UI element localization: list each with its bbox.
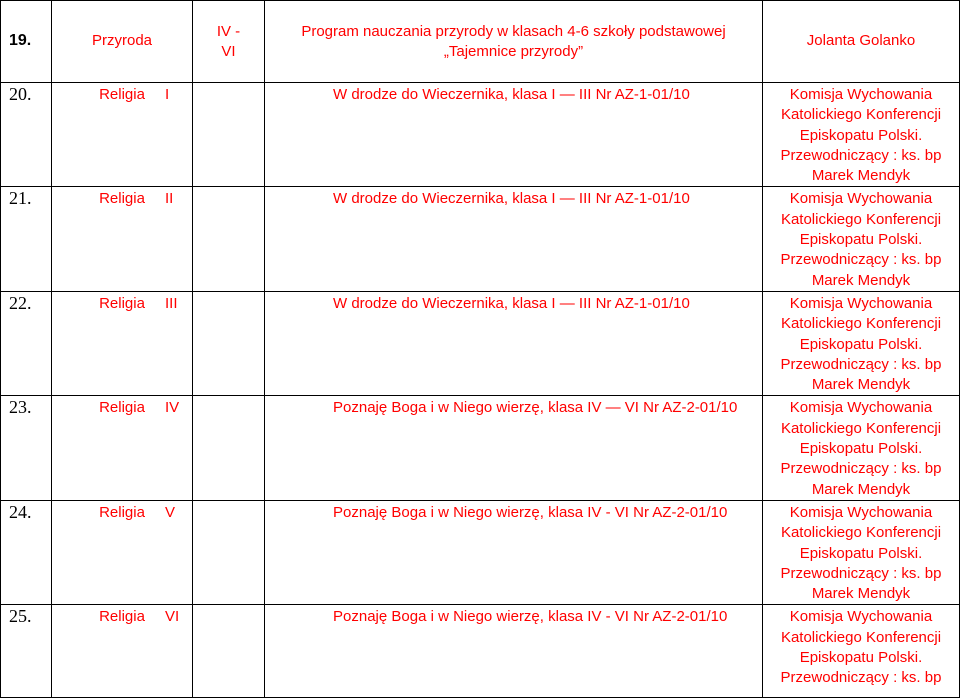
- author-line: Episkopatu Polski.: [799, 544, 923, 562]
- class-line: IV -: [216, 22, 241, 40]
- author-line: Przewodniczący : ks. bp: [780, 564, 942, 582]
- class-cell: [165, 605, 265, 698]
- author-cell: [763, 500, 960, 604]
- author-line: Przewodniczący : ks. bp: [780, 251, 942, 269]
- class-label: III: [165, 294, 178, 312]
- row-number: 25.: [1, 605, 52, 698]
- class-cell: [165, 83, 265, 187]
- program-cell: W drodze do Wieczernika, klasa I — III Nr AZ-1-01/10: [265, 291, 763, 395]
- subject-cell: Religia: [52, 500, 193, 604]
- program-line: „Tajemnice przyrody”: [443, 42, 584, 60]
- author-cell: [763, 187, 960, 291]
- author-line: Komisja Wychowania: [789, 294, 933, 312]
- class-cell: [165, 187, 265, 291]
- author-line: Katolickiego Konferencji: [780, 210, 942, 228]
- author-line: Komisja Wychowania: [789, 86, 933, 103]
- author-line: Komisja Wychowania: [789, 399, 933, 417]
- author-line: Marek Mendyk: [811, 271, 911, 289]
- author-line: Marek Mendyk: [811, 376, 911, 394]
- author-line: Katolickiego Konferencji: [780, 419, 942, 437]
- row-number: 19.: [1, 1, 52, 83]
- subject-cell: Religia: [52, 291, 193, 395]
- author-cell: [763, 396, 960, 500]
- row-number: 23.: [1, 396, 52, 500]
- program-cell: Poznaję Boga i w Niego wierzę, klasa IV — VI Nr AZ-2-01/10: [265, 396, 763, 500]
- class-cell: [165, 500, 265, 604]
- subject-cell: Przyroda: [52, 1, 193, 83]
- author-line: Katolickiego Konferencji: [780, 628, 942, 646]
- program-cell: W drodze do Wieczernika, klasa I — III Nr AZ-1-01/10: [265, 83, 763, 187]
- table-row: [1, 291, 960, 395]
- class-label: I: [165, 86, 170, 103]
- author-line: Komisja Wychowania: [789, 608, 933, 626]
- table-row: [1, 500, 960, 604]
- class-label: IV: [165, 399, 180, 417]
- author-line: Przewodniczący : ks. bp: [780, 355, 942, 373]
- author-line: Marek Mendyk: [811, 480, 911, 498]
- author-cell: [763, 291, 960, 395]
- program-line: Program nauczania przyrody w klasach 4-6 szkoły podstawowej: [301, 22, 726, 40]
- author-line: Episkopatu Polski.: [799, 231, 923, 249]
- subject-cell: Religia: [52, 187, 193, 291]
- author-line: Episkopatu Polski.: [799, 649, 923, 667]
- author-line: Katolickiego Konferencji: [780, 524, 942, 542]
- table-row: [1, 605, 960, 698]
- author-line: Przewodniczący : ks. bp: [780, 669, 942, 687]
- program-cell: Poznaję Boga i w Niego wierzę, klasa IV - VI Nr AZ-2-01/10: [265, 605, 763, 698]
- table-row: [1, 83, 960, 187]
- author-line: Przewodniczący : ks. bp: [780, 146, 942, 164]
- table-row: [1, 187, 960, 291]
- author-line: Komisja Wychowania: [789, 503, 933, 521]
- row-number: 22.: [1, 291, 52, 395]
- author-cell: Jolanta Golanko: [763, 1, 960, 83]
- class-label: II: [165, 190, 174, 208]
- row-number: 21.: [1, 187, 52, 291]
- author-cell: [763, 83, 960, 187]
- author-line: Marek Mendyk: [811, 585, 911, 603]
- row-number: 20.: [1, 83, 52, 187]
- program-cell: Poznaję Boga i w Niego wierzę, klasa IV - VI Nr AZ-2-01/10: [265, 500, 763, 604]
- program-cell: [265, 1, 763, 83]
- class-cell: [165, 396, 265, 500]
- class-cell: [165, 291, 265, 395]
- row-number: 24.: [1, 500, 52, 604]
- class-line: VI: [221, 42, 236, 60]
- author-line: Katolickiego Konferencji: [780, 315, 942, 333]
- class-label: V: [165, 503, 176, 521]
- subject-cell: Religia: [52, 396, 193, 500]
- author-line: Przewodniczący : ks. bp: [780, 460, 942, 478]
- subject-cell: Religia: [52, 605, 193, 698]
- author-line: Episkopatu Polski.: [799, 440, 923, 458]
- class-cell: [193, 1, 265, 83]
- author-cell: [763, 605, 960, 698]
- author-line: Episkopatu Polski.: [799, 335, 923, 353]
- class-label: VI: [165, 608, 180, 626]
- subject-cell: Religia: [52, 83, 193, 187]
- table-row: [1, 396, 960, 500]
- author-line: Komisja Wychowania: [789, 190, 933, 208]
- author-line: Episkopatu Polski.: [799, 126, 923, 144]
- program-cell: W drodze do Wieczernika, klasa I — III Nr AZ-1-01/10: [265, 187, 763, 291]
- table-row: [1, 1, 960, 83]
- author-line: Marek Mendyk: [811, 167, 911, 185]
- author-line: Katolickiego Konferencji: [780, 106, 942, 124]
